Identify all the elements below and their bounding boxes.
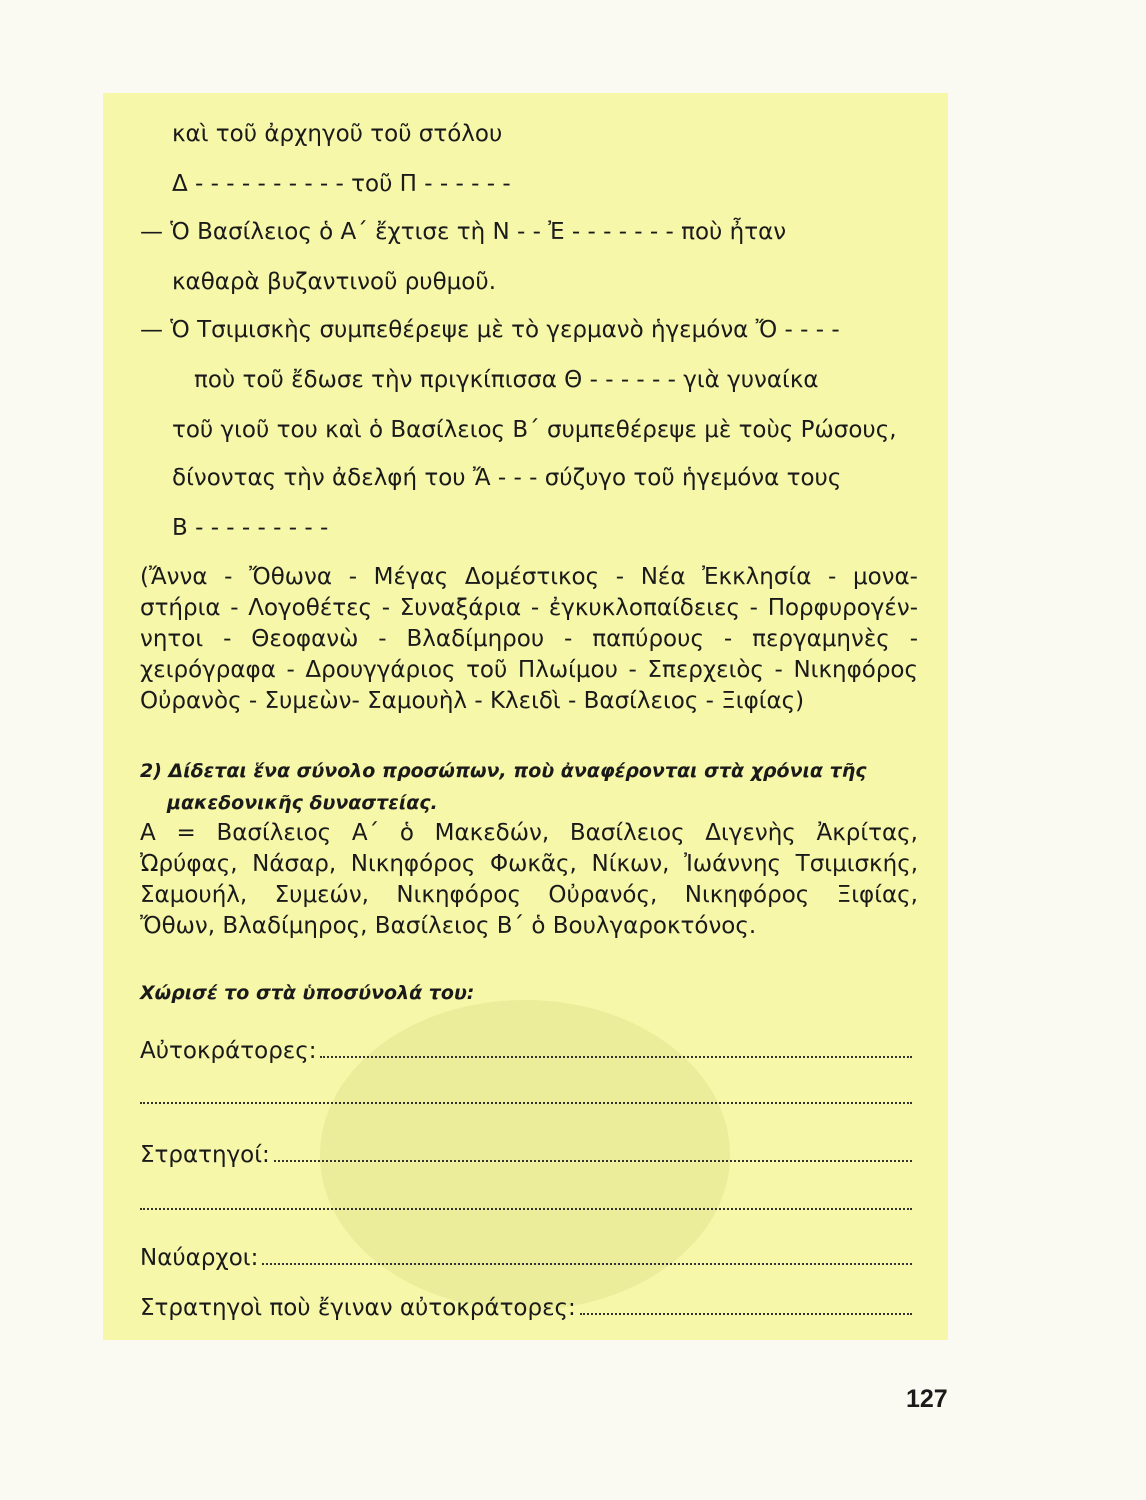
generals-label: Στρατηγοί: [140, 1142, 270, 1168]
generals-field[interactable] [140, 1140, 912, 1170]
emperors-label: Αὐτοκράτορες: [140, 1038, 317, 1064]
page-number: 127 [906, 1385, 948, 1413]
answer-line[interactable] [320, 1036, 912, 1058]
person-set-line: Σαμουήλ, Συμεών, Νικηφόρος Οὐρανός, Νικηφόρος Ξιφίας, [140, 882, 918, 908]
fill-line-2: Δ - - - - - - - - - - τοῦ Π - - - - - - [172, 171, 511, 197]
fill-line-6: ποὺ τοῦ ἔδωσε τὴν πριγκίπισσα Θ - - - - - - γιὰ γυναίκα [194, 367, 819, 393]
word-bank-line: χειρόγραφα - Δρουγγάριος τοῦ Πλωίμου - Σπερχειὸς - Νικηφόρος [140, 657, 918, 683]
exercise2-heading: 2) Δίδεται ἕνα σύνολο προσώπων, ποὺ ἀναφέρονται στὰ χρόνια τῆς [140, 760, 867, 782]
fill-line-8: δίνοντας τὴν ἀδελφή του Ἄ - - - σύζυγο τοῦ ἡγεμόνα τους [172, 465, 842, 491]
answer-line[interactable] [140, 1100, 912, 1104]
fill-line-4: καθαρὰ βυζαντινοῦ ρυθμοῦ. [172, 269, 496, 295]
fill-line-7: τοῦ γιοῦ του καὶ ὁ Βασίλειος Β΄ συμπεθέρεψε μὲ τοὺς Ρώσους, [172, 417, 897, 443]
admirals-label: Ναύαρχοι: [140, 1245, 259, 1271]
fill-line-5: — Ὁ Τσιμισκὴς συμπεθέρεψε μὲ τὸ γερμανὸ ἡγεμόνα Ὄ - - - - [140, 317, 840, 343]
word-bank-line: (Ἄννα - Ὄθωνα - Μέγας Δομέστικος - Νέα Ἐκκλησία - μονα- [140, 564, 918, 590]
person-set-line: Ὄθων, Βλαδίμηρος, Βασίλειος Β΄ ὁ Βουλγαροκτόνος. [140, 913, 757, 939]
fill-line-9: Β - - - - - - - - - [172, 515, 329, 541]
person-set-line: Ὠρύφας, Νάσαρ, Νικηφόρος Φωκᾶς, Νίκων, Ἰωάννης Τσιμισκής, [140, 851, 918, 877]
answer-line[interactable] [262, 1243, 912, 1265]
person-set-line: Α = Βασίλειος Α΄ ὁ Μακεδών, Βασίλειος Διγενὴς Ἀκρίτας, [140, 820, 918, 846]
word-bank-line: Οὐρανὸς - Συμεὼν- Σαμουὴλ - Κλειδὶ - Βασίλειος - Ξιφίας) [140, 688, 805, 714]
word-bank [140, 562, 918, 717]
word-bank-line: νητοι - Θεοφανὼ - Βλαδίμηρου - παπύρους - περγαμηνὲς - [140, 626, 918, 652]
generals-emperors-label: Στρατηγοὶ ποὺ ἔγιναν αὐτοκράτορες: [140, 1295, 576, 1321]
fill-line-3: — Ὁ Βασίλειος ὁ Α΄ ἔχτισε τὴ Ν - - Ἐ - - - - - - - ποὺ ἦταν [140, 219, 787, 245]
admirals-field[interactable] [140, 1243, 912, 1273]
instruction: Χώρισέ το στὰ ὑποσύνολά του: [140, 982, 475, 1004]
answer-line[interactable] [580, 1293, 912, 1315]
answer-line[interactable] [274, 1140, 912, 1162]
fill-line-1: καὶ τοῦ ἀρχηγοῦ τοῦ στόλου [172, 121, 503, 147]
answer-line[interactable] [140, 1206, 912, 1210]
person-set [140, 818, 918, 942]
word-bank-line: στήρια - Λογοθέτες - Συναξάρια - ἐγκυκλοπαίδειες - Πορφυρογέν- [140, 595, 918, 621]
generals-emperors-field[interactable] [140, 1293, 912, 1323]
emperors-field[interactable] [140, 1036, 912, 1066]
exercise2-heading-cont: μακεδονικῆς δυναστείας. [167, 792, 438, 814]
